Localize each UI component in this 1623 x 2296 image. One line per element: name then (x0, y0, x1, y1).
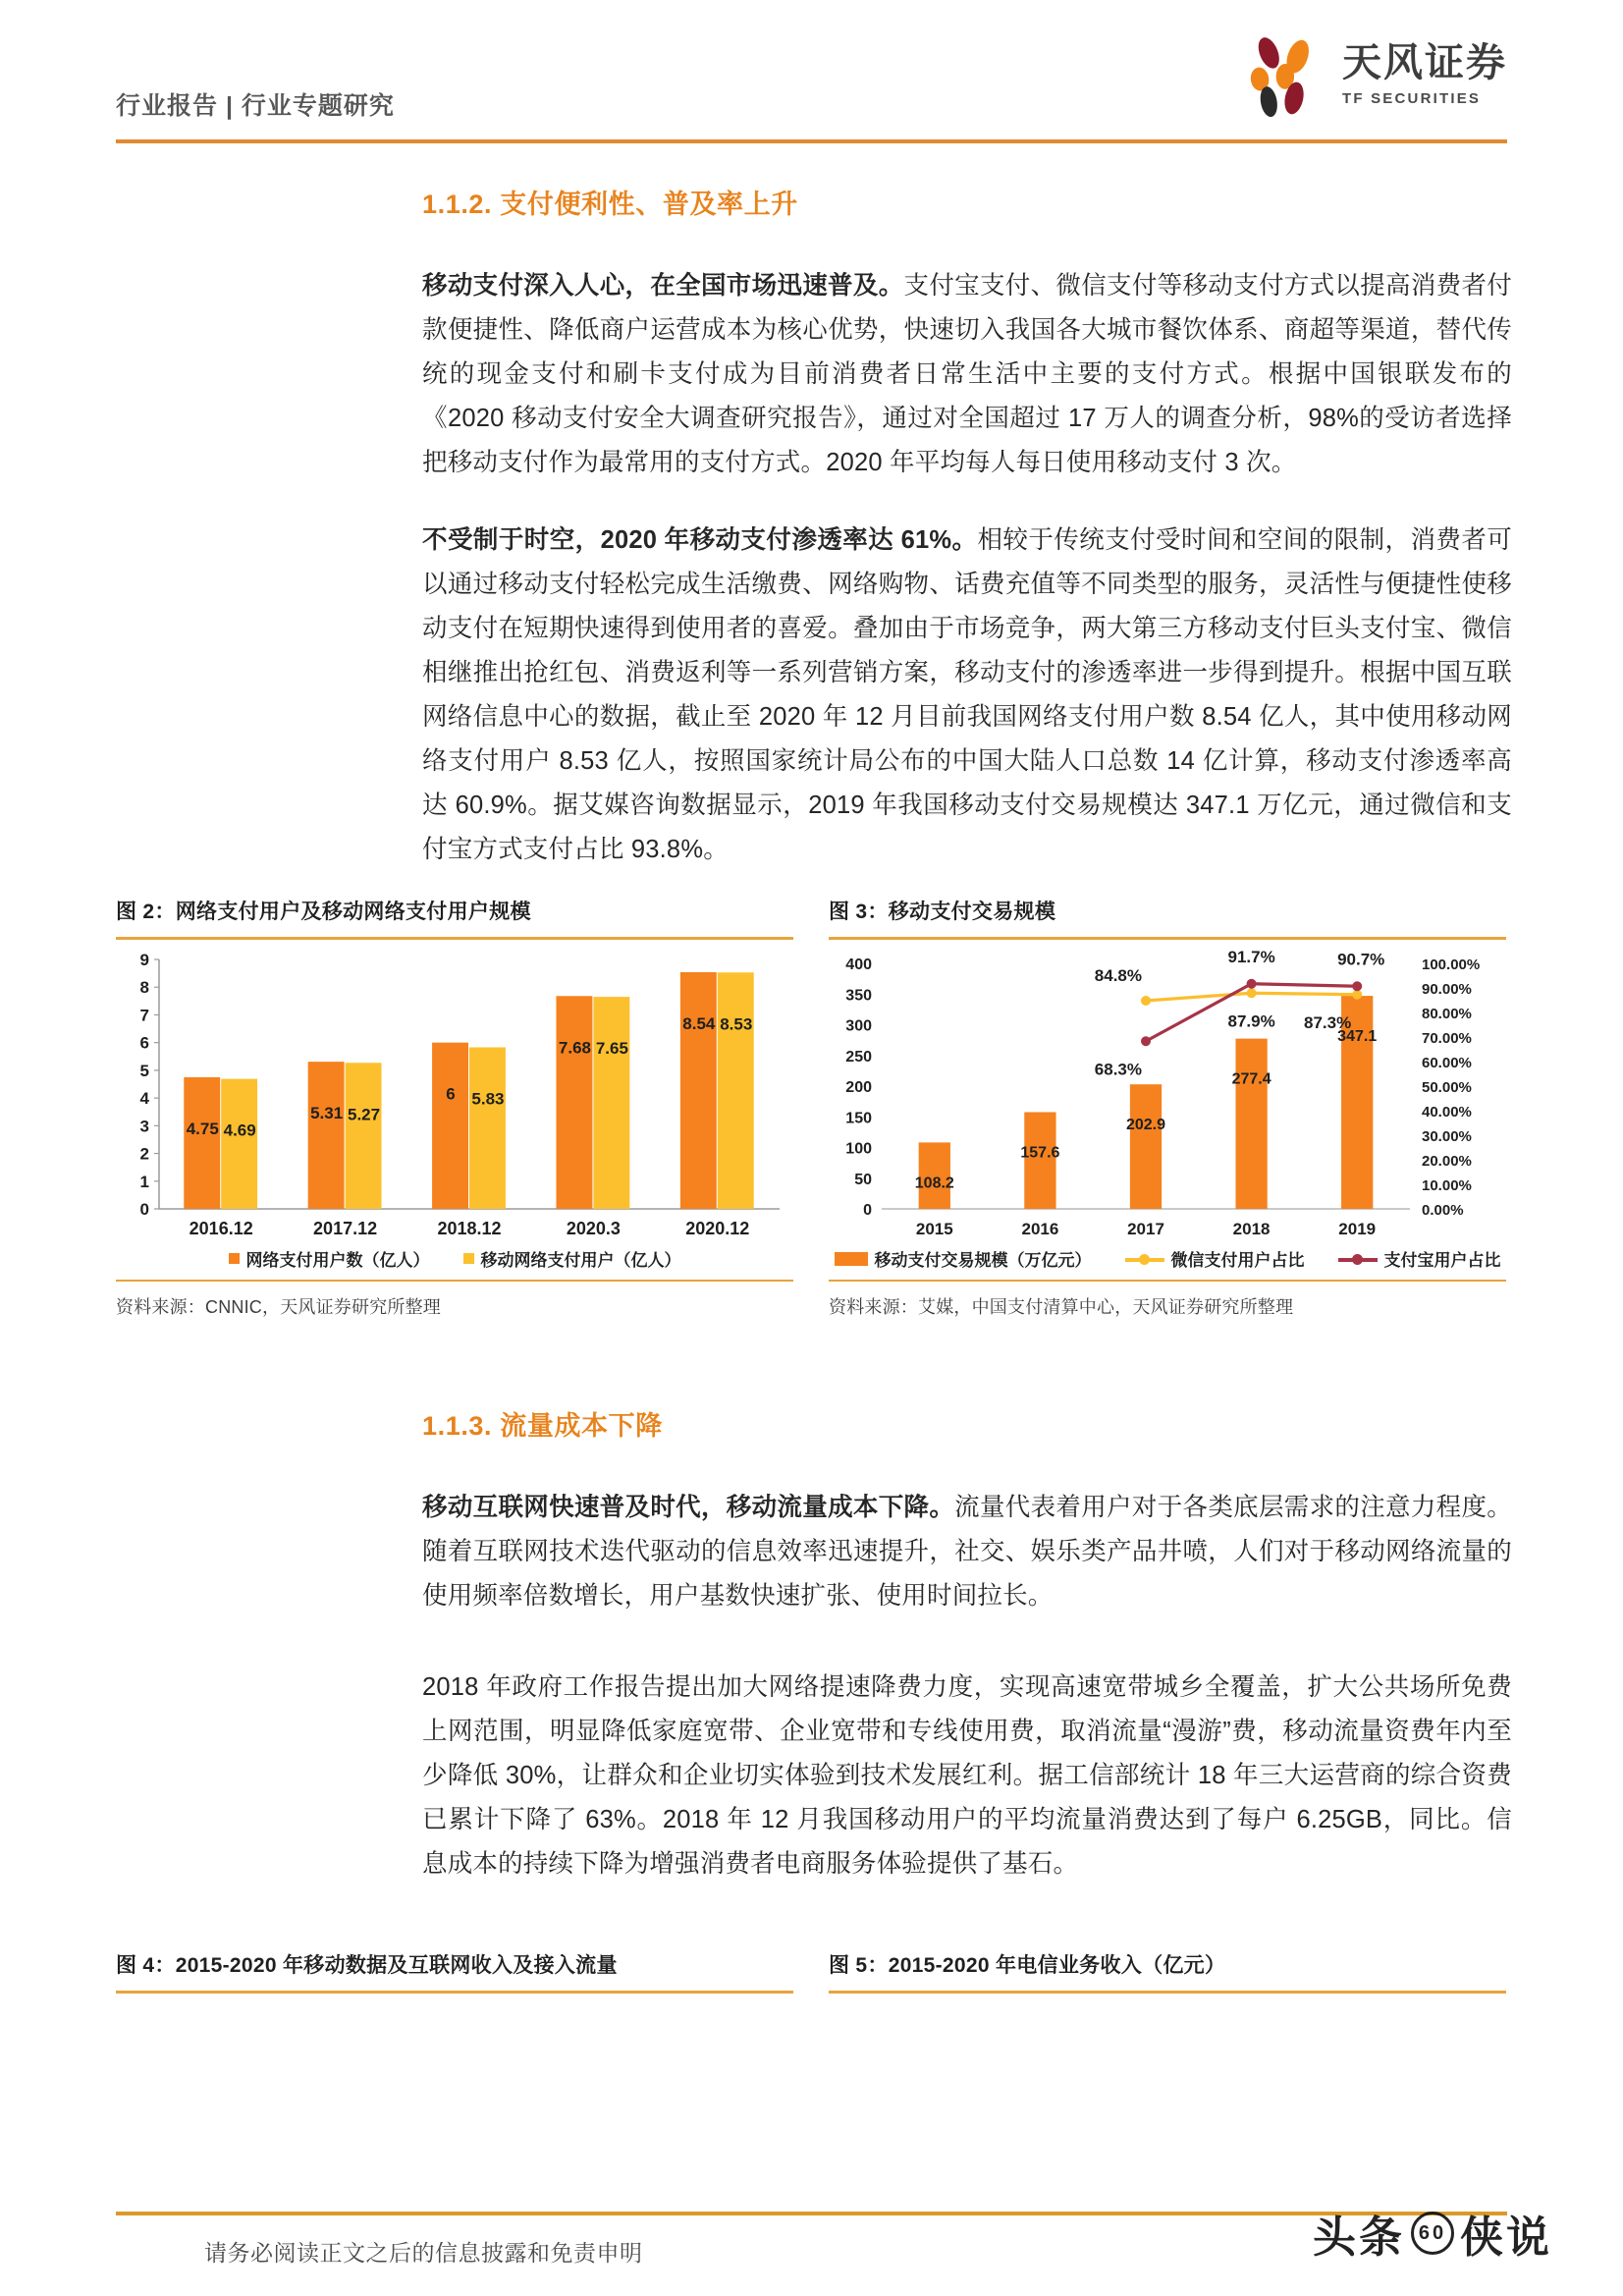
x-axis-tick-label: 2017.12 (313, 1219, 378, 1238)
chart-bar (308, 1062, 345, 1209)
watermark-badge-icon: 60 (1411, 2212, 1454, 2255)
line-value-label: 68.3% (1094, 1060, 1142, 1079)
y-axis-tick-label: 350 (845, 987, 872, 1005)
section-heading-1-1-3: 1.1.3. 流量成本下降 (422, 1411, 663, 1441)
bar-value-label: 7.65 (595, 1039, 628, 1059)
watermark-text-right: 侠说 (1460, 2214, 1552, 2262)
bar-value-label: 8.54 (682, 1013, 716, 1033)
y-axis-tick-label: 300 (845, 1017, 872, 1035)
figure-3 (829, 896, 1506, 1319)
y-axis-tick-label: 7 (139, 1006, 149, 1025)
tf-petal-logo-icon (1238, 29, 1328, 120)
line-value-label: 91.7% (1227, 950, 1275, 966)
y-axis-tick-label: 0 (863, 1202, 872, 1219)
chart-line-marker (1141, 1036, 1151, 1046)
legend-label: 微信支付用户占比 (1170, 1251, 1305, 1270)
chart-bar (680, 972, 717, 1209)
chart-line-marker (1247, 988, 1257, 998)
y2-axis-tick-label: 70.00% (1422, 1030, 1472, 1047)
chart-bar (221, 1079, 257, 1209)
section-heading-1-1-2: 1.1.2. 支付便利性、普及率上升 (422, 190, 798, 219)
y2-axis-tick-label: 20.00% (1422, 1153, 1472, 1170)
legend-item-1 (1125, 1246, 1305, 1271)
y2-axis-tick-label: 60.00% (1422, 1055, 1472, 1071)
main-content-upper (422, 183, 1512, 905)
chart-3-svg (829, 950, 1506, 1244)
bar-value-label: 157.6 (1020, 1144, 1060, 1162)
legend-item-1 (463, 1246, 681, 1271)
bar-value-label: 108.2 (914, 1175, 954, 1192)
x-axis-tick-label: 2018.12 (437, 1219, 502, 1238)
chart-bar (184, 1077, 220, 1209)
x-axis-tick-label: 2018 (1232, 1220, 1271, 1238)
y2-axis-tick-label: 40.00% (1422, 1104, 1472, 1121)
figure-row-charts (116, 896, 1507, 1319)
figure-2-legend (116, 1246, 793, 1271)
paragraph-2 (422, 519, 1512, 872)
bar-value-label: 4.69 (223, 1121, 256, 1140)
y-axis-tick-label: 150 (845, 1110, 872, 1127)
chart-bar (432, 1043, 468, 1209)
chart-bar (346, 1063, 382, 1209)
y-axis-tick-label: 100 (845, 1140, 872, 1158)
legend-line-swatch-icon (1338, 1253, 1378, 1265)
bar-value-label: 5.83 (471, 1089, 505, 1109)
watermark (1313, 2202, 1552, 2265)
figure-2-plot-area (116, 950, 793, 1274)
figure-3-plot-area (829, 950, 1506, 1274)
y-axis-tick-label: 250 (845, 1048, 872, 1066)
x-axis-tick-label: 2019 (1338, 1220, 1377, 1238)
legend-label: 网络支付用户数（亿人） (245, 1251, 430, 1270)
y2-axis-tick-label: 80.00% (1422, 1006, 1472, 1022)
figure-3-legend (829, 1246, 1506, 1271)
main-content-lower (422, 1404, 1512, 1920)
legend-item-2 (1338, 1246, 1501, 1271)
y-axis-tick-label: 3 (139, 1117, 149, 1136)
chart-bar (718, 972, 754, 1209)
paragraph-1-body: 支付宝支付、微信支付等移动支付方式以提高消费者付款便捷性、降低商户运营成本为核心优势，快速切入我国各大城市餐饮体系、商超等渠道，替代传统的现金支付和刷卡支付成为目前消费者日常生活中主要的支付方式。根据中国银联发布的《2020 移动支付安全大调查研究报告》，通过对全国超过 17 万人的调查分析，98%的受访者选择把移动支付作为最常用的支付方式。2020 年平均每人每日使用移动支付 3 次。 (422, 272, 1512, 476)
chart-bar (1235, 1039, 1267, 1209)
paragraph-2-lead: 不受制于时空，2020 年移动支付渗透率达 61%。 (422, 526, 978, 554)
x-axis-tick-label: 2020.12 (685, 1219, 750, 1238)
figure-2 (116, 896, 793, 1319)
legend-label: 移动网络支付用户（亿人） (480, 1251, 681, 1270)
legend-label: 移动支付交易规模（万亿元） (874, 1251, 1092, 1270)
footer-divider (116, 2212, 1507, 2215)
chart-line-marker (1141, 996, 1151, 1006)
y2-axis-tick-label: 0.00% (1422, 1202, 1464, 1219)
figure-5-title: 图 5：2015-2020 年电信业务收入（亿元） (829, 1954, 1226, 1977)
figure-2-source: 资料来源：CNNIC，天风证券研究所整理 (116, 1297, 441, 1317)
y2-axis-tick-label: 30.00% (1422, 1128, 1472, 1145)
figure-4 (116, 1949, 793, 2003)
y2-axis-tick-label: 50.00% (1422, 1079, 1472, 1096)
figure-2-title-divider (116, 937, 793, 940)
page-header (0, 0, 1623, 157)
y2-axis-tick-label: 90.00% (1422, 981, 1472, 998)
header-divider (116, 139, 1507, 143)
legend-label: 支付宝用户占比 (1383, 1251, 1501, 1270)
chart-bar (593, 997, 629, 1209)
figure-3-title-divider (829, 937, 1506, 940)
legend-line-swatch-icon (1125, 1253, 1164, 1265)
y-axis-tick-label: 1 (139, 1172, 149, 1191)
x-axis-tick-label: 2017 (1127, 1220, 1164, 1238)
legend-swatch-icon (463, 1253, 474, 1264)
y-axis-tick-label: 6 (139, 1033, 149, 1053)
paragraph-3-lead: 移动互联网快速普及时代，移动流量成本下降。 (422, 1494, 955, 1521)
x-axis-tick-label: 2016.12 (189, 1219, 253, 1238)
figure-4-title: 图 4：2015-2020 年移动数据及互联网收入及接入流量 (116, 1954, 618, 1977)
figure-3-source: 资料来源：艾媒，中国支付清算中心，天风证券研究所整理 (829, 1297, 1294, 1317)
logo-company-name-cn: 天风证券 (1342, 41, 1507, 84)
bar-value-label: 6 (446, 1084, 456, 1104)
legend-item-0 (229, 1246, 430, 1271)
legend-swatch-icon (229, 1253, 240, 1264)
legend-item-0 (835, 1246, 1092, 1271)
bar-value-label: 8.53 (720, 1014, 753, 1034)
chart-2-svg (116, 950, 793, 1244)
y-axis-tick-label: 8 (139, 978, 149, 998)
figure-5 (829, 1949, 1506, 2003)
chart-line-marker (1352, 981, 1362, 991)
bar-value-label: 5.27 (348, 1105, 381, 1124)
line-value-label: 90.7% (1337, 950, 1385, 969)
line-value-label: 84.8% (1094, 966, 1142, 985)
y-axis-tick-label: 200 (845, 1079, 872, 1096)
y-axis-tick-label: 400 (845, 957, 872, 973)
x-axis-tick-label: 2020.3 (566, 1219, 621, 1238)
figure-2-title: 图 2：网络支付用户及移动网络支付用户规模 (116, 901, 531, 923)
legend-bar-swatch-icon (835, 1252, 868, 1266)
figure-5-title-divider (829, 1991, 1506, 1994)
watermark-text-left: 头条 (1313, 2214, 1405, 2262)
bar-value-label: 7.68 (558, 1038, 591, 1058)
paragraph-4 (422, 1666, 1512, 1886)
bar-value-label: 202.9 (1125, 1117, 1166, 1134)
company-logo (1238, 29, 1507, 120)
y-axis-tick-label: 9 (139, 951, 149, 969)
chart-bar (1130, 1084, 1162, 1209)
y-axis-tick-label: 5 (139, 1061, 149, 1080)
bar-value-label: 347.1 (1337, 1028, 1378, 1046)
y2-axis-tick-label: 10.00% (1422, 1177, 1472, 1194)
paragraph-1 (422, 264, 1512, 485)
footer-disclaimer: 请务必阅读正文之后的信息披露和免责申明 (204, 2240, 643, 2266)
paragraph-3-body: 流量代表着用户对于各类底层需求的注意力程度。随着互联网技术迭代驱动的信息效率迅速提升，社交、娱乐类产品井喷，人们对于移动网络流量的使用频率倍数增长，用户基数快速扩张、使用时间拉长。 (422, 1494, 1513, 1610)
paragraph-3 (422, 1486, 1512, 1618)
x-axis-tick-label: 2016 (1021, 1220, 1059, 1238)
breadcrumb: 行业报告 | 行业专题研究 (116, 92, 395, 120)
y-axis-tick-label: 2 (139, 1144, 149, 1164)
logo-company-name-en: TF SECURITIES (1342, 90, 1482, 107)
line-value-label: 87.3% (1303, 1012, 1352, 1032)
bar-value-label: 5.31 (310, 1104, 344, 1123)
chart-bar (556, 996, 592, 1209)
chart-line-marker (1247, 979, 1257, 989)
line-value-label: 87.9% (1227, 1011, 1275, 1031)
y-axis-tick-label: 50 (854, 1171, 872, 1188)
y-axis-tick-label: 0 (139, 1200, 149, 1219)
figure-3-title: 图 3：移动支付交易规模 (829, 901, 1056, 923)
x-axis-tick-label: 2015 (915, 1220, 953, 1238)
bar-value-label: 277.4 (1231, 1070, 1271, 1088)
paragraph-4-body: 2018 年政府工作报告提出加大网络提速降费力度，实现高速宽带城乡全覆盖，扩大公共场所免费上网范围，明显降低家庭宽带、企业宽带和专线使用费，取消流量“漫游”费，移动流量资费年内至少降低 30%，让群众和企业切实体验到技术发展红利。据工信部统计 18 年三大运营商的综合资费已累计下降了 63%。2018 年 12 月我国移动用户的平均流量消费达到了每户 6.25GB，同比。信息成本的持续下降为增强消费者电商服务体验提供了基石。 (422, 1673, 1512, 1878)
y-axis-tick-label: 4 (139, 1089, 149, 1109)
figure-4-title-divider (116, 1991, 793, 1994)
y2-axis-tick-label: 100.00% (1422, 957, 1481, 973)
paragraph-2-body: 相较于传统支付受时间和空间的限制，消费者可以通过移动支付轻松完成生活缴费、网络购物、话费充值等不同类型的服务，灵活性与便捷性使移动支付在短期快速得到使用者的喜爱。叠加由于市场竞争，两大第三方移动支付巨头支付宝、微信相继推出抢红包、消费返利等一系列营销方案，移动支付的渗透率进一步得到提升。根据中国互联网络信息中心的数据，截止至 2020 年 12 月目前我国网络支付用户数 8.54 亿人，其中使用移动网络支付用户 8.53 亿人，按照国家统计局公布的中国大陆人口总数 14 亿计算，移动支付渗透率高达 60.9%。据艾媒咨询数据显示，2019 年我国移动支付交易规模达 347.1 万亿元，通过微信和支付宝方式支付占比 93.8%。 (422, 526, 1512, 863)
paragraph-1-lead: 移动支付深入人心，在全国市场迅速普及。 (422, 272, 904, 300)
chart-bar (469, 1047, 506, 1209)
figure-row-captions (116, 1949, 1507, 2003)
bar-value-label: 4.75 (186, 1119, 219, 1138)
